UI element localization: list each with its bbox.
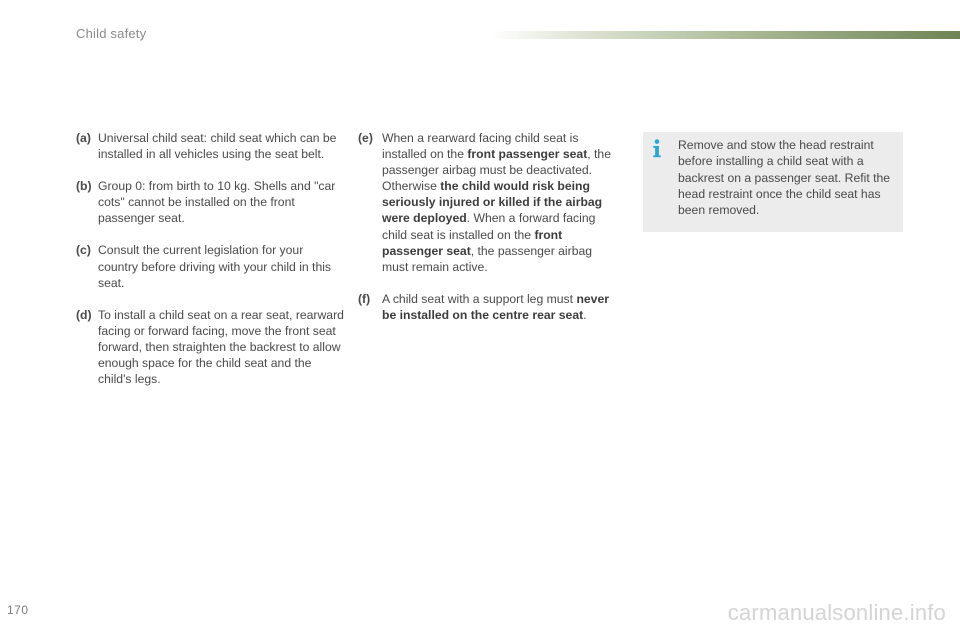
- note-label: (d): [76, 307, 92, 322]
- note-text: Universal child seat: child seat which can be installed in all vehicles using the seat belt.: [98, 131, 337, 162]
- watermark: carmanualsonline.info: [727, 600, 946, 625]
- note-label: (b): [76, 179, 92, 194]
- bold-run: the child would risk being seriously injured or killed if the airbag were deployed: [382, 179, 603, 226]
- note-label: (a): [76, 131, 91, 145]
- note-text: Group 0: from birth to 10 kg. Shells and "car cots" cannot be installed on the front passenger seat.: [98, 179, 336, 226]
- note-label: (c): [76, 243, 91, 258]
- note-text: To install a child seat on a rear seat, rearward facing or forward facing, move the front seat forward, then straighten the backrest to allow enough space for the child seat and the child's legs.: [98, 307, 344, 387]
- note-c: [76, 242, 344, 290]
- bold-run: front passenger seat: [382, 227, 563, 258]
- note-label: (e): [358, 131, 373, 145]
- bold-run: front passenger seat: [467, 147, 588, 162]
- left-column: [76, 130, 344, 387]
- text-run: When a rearward facing child seat is installed on the: [382, 131, 579, 162]
- note-text: [382, 291, 620, 323]
- info-icon-serif-top: [653, 146, 659, 148]
- middle-column: [358, 130, 620, 323]
- note-d: [76, 307, 344, 387]
- info-text: Remove and stow the head restraint before installing a child seat with a backrest on a passenger seat. Refit the head restraint once the child seat has been removed.: [678, 138, 891, 218]
- bold-run: never be installed on the centre rear seat: [382, 291, 609, 322]
- info-icon-serif-bottom: [653, 155, 661, 157]
- text-run: A child seat with a support leg must: [382, 291, 577, 306]
- section-title: Child safety: [76, 26, 147, 41]
- note-label: (f): [358, 291, 371, 306]
- note-f: [358, 291, 620, 323]
- text-run: .: [583, 307, 587, 322]
- header-gradient-bar: [492, 31, 960, 39]
- note-text: [382, 130, 620, 275]
- info-icon: [652, 139, 662, 159]
- note-text: Consult the current legislation for your country before driving with your child in this seat.: [98, 243, 332, 290]
- page-number: 170: [7, 603, 29, 617]
- note-e: [358, 130, 620, 275]
- note-b: [76, 178, 344, 226]
- text-run: . When a forward facing child seat is installed on the: [382, 211, 596, 242]
- text-run: , the passenger airbag must be deactivated. Otherwise: [382, 147, 611, 194]
- note-a: [76, 130, 344, 162]
- text-run: , the passenger airbag must remain active.: [382, 243, 593, 274]
- info-icon-dot: [655, 139, 660, 144]
